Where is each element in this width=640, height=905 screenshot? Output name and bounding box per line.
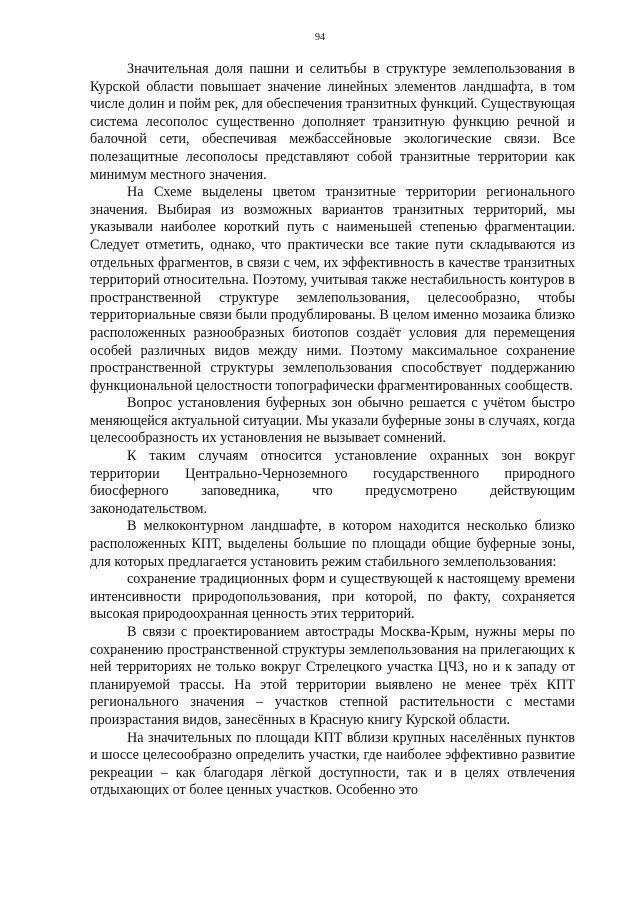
paragraph: сохранение традиционных форм и существующей к настоящему времени интенсивности природопользования, при которой, по факту, сохраняется высокая природоохранная ценность этих территорий. [90,571,575,623]
body-text [90,61,575,800]
paragraph: На Схеме выделены цветом транзитные территории регионального значения. Выбирая из возможных вариантов транзитных территорий, мы указывали наиболее короткий путь с наименьшей степенью фрагментации. Следует отметить, однако, что практически все такие пути складываются из отдельных фрагментов, в связи с чем, их эффективность в качестве транзитных территорий относительна. Поэтому, учитывая также нестабильность контуров в пространственной структуре землепользования, целесообразно, чтобы территориальные связи были продублированы. В целом именно мозаика близко расположенных разнообразных биотопов создаёт условия для перемещения особей различных видов между ними. Поэтому максимальное сохранение пространственной структуры землепользования способствует поддержанию функциональной целостности топографически фрагментированных сообществ. [90,184,575,394]
paragraph: В связи с проектированием автострады Москва-Крым, нужны меры по сохранению пространственной структуры землепользования на прилегающих к ней территориях не только вокруг Стрелецкого участка ЦЧЗ, но и к западу от планируемой трассы. На этой территории выявлено не менее трёх КПТ регионального значения – участков степной растительности с местами произрастания видов, занесённых в Красную книгу Курской области. [90,624,575,728]
paragraph: К таким случаям относится установление охранных зон вокруг территории Центрально-Черноземного государственного природного биосферного заповедника, что предусмотрено действующим законодательством. [90,448,575,517]
paragraph: Значительная доля пашни и селитьбы в структуре землепользования в Курской области повышает значение линейных элементов ландшафта, в том числе долин и пойм рек, для обеспечения транзитных функций. Существующая система лесополос существенно дополняет транзитную функцию речной и балочной сети, обеспечивая межбассейновые экологические связи. Все полезащитные лесополосы представляют собой транзитные территории как минимум местного значения. [90,61,575,183]
paragraph: На значительных по площади КПТ вблизи крупных населённых пунктов и шоссе целесообразно определить участки, где наиболее эффективно развитие рекреации – как благодаря лёгкой доступности, так и в целях отвлечения отдыхающих от более ценных участков. Особенно это [90,729,575,799]
page-number: 94 [315,32,325,43]
paragraph: В мелкоконтурном ландшафте, в котором находится несколько близко расположенных КПТ, выделены большие по площади общие буферные зоны, для которых предлагается установить режим стабильного землепользования: [90,518,575,570]
paragraph: Вопрос установления буферных зон обычно решается с учётом быстро меняющейся актуальной ситуации. Мы указали буферные зоны в случаях, когда целесообразность их установления не вызывает сомнений. [90,395,575,447]
